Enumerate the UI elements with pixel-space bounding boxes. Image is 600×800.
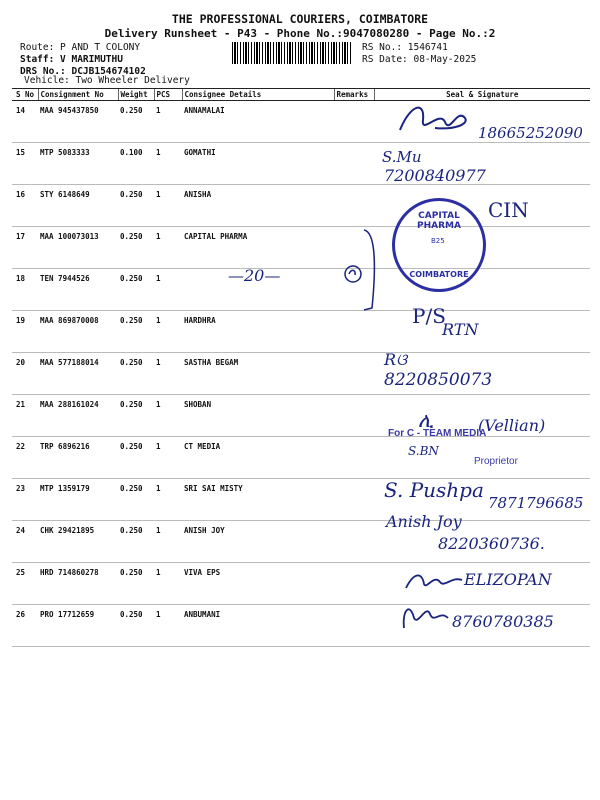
drs-label: DRS No.: DCJB154674102: [20, 66, 146, 77]
row-remarks: [334, 143, 374, 185]
row-weight: 0.250: [118, 521, 154, 563]
row-remarks: [334, 395, 374, 437]
hw-name-22: (Vellian): [478, 416, 546, 435]
signature-scribble-14: [395, 100, 475, 138]
hw-phone-20: 8220850073: [384, 370, 493, 390]
hw-phone-15: 7200840977: [384, 166, 486, 185]
row-consignee: GOMATHI: [182, 143, 334, 185]
row-weight: 0.250: [118, 185, 154, 227]
col-sno: S No: [12, 89, 38, 101]
stamp-top-text: CAPITAL PHARMA: [417, 211, 461, 231]
row-pcs: 1: [154, 395, 182, 437]
hw-ps-19: P/S: [412, 304, 446, 328]
row-consignment-no: PRO 17712659: [38, 605, 118, 647]
row-consignee: VIVA EPS: [182, 563, 334, 605]
row-sno: 15: [12, 143, 38, 185]
row-sno: 17: [12, 227, 38, 269]
row-pcs: 1: [154, 437, 182, 479]
row-consignee: CAPITAL PHARMA: [182, 227, 334, 269]
route-label: Route: P AND T COLONY: [20, 42, 141, 53]
vehicle-label: Vehicle: Two Wheeler Delivery: [24, 75, 190, 86]
row-consignee: ANISHA: [182, 185, 334, 227]
hw-phone-26: 8760780385: [452, 612, 554, 631]
row-pcs: 1: [154, 311, 182, 353]
row-sno: 22: [12, 437, 38, 479]
row-consignment-no: MAA 288161024: [38, 395, 118, 437]
hw-rtn-19: RTN: [442, 320, 479, 339]
hw-phone-23: 7871796685: [488, 494, 584, 512]
row-consignee: ANBUMANI: [182, 605, 334, 647]
row-consignment-no: MTP 1359179: [38, 479, 118, 521]
col-consignee: Consignee Details: [182, 89, 334, 101]
row-consignment-no: TEN 7944526: [38, 269, 118, 311]
row-consignment-no: MAA 945437850: [38, 101, 118, 143]
table-row: [12, 311, 590, 353]
runsheet-subtitle: Delivery Runsheet - P43 - Phone No.:9047080280 - Page No.:2: [104, 27, 496, 40]
row-weight: 0.250: [118, 353, 154, 395]
rs-number: RS No.: 1546741: [362, 42, 448, 53]
hw-name-24: Anish Joy: [386, 512, 462, 531]
seal-proprietor-22: Proprietor: [474, 456, 518, 467]
row-weight: 0.250: [118, 227, 154, 269]
row-pcs: 1: [154, 101, 182, 143]
row-sno: 23: [12, 479, 38, 521]
row-weight: 0.100: [118, 143, 154, 185]
row-consignment-no: HRD 714860278: [38, 563, 118, 605]
row-pcs: 1: [154, 143, 182, 185]
hw-sign-15: S.Mu: [382, 148, 422, 166]
row-pcs: 1: [154, 605, 182, 647]
rs-date: RS Date: 08-May-2025: [362, 54, 477, 65]
row-consignment-no: CHK 29421895: [38, 521, 118, 563]
hw-cin-16: CIN: [488, 198, 529, 222]
row-pcs: 1: [154, 479, 182, 521]
hw-dash-18: —20—: [228, 266, 281, 285]
row-weight: 0.250: [118, 563, 154, 605]
row-sno: 25: [12, 563, 38, 605]
row-consignee: ANISH JOY: [182, 521, 334, 563]
col-consignment: Consignment No: [38, 89, 118, 101]
row-sno: 14: [12, 101, 38, 143]
col-weight: Weight: [118, 89, 154, 101]
signature-scribble-25: [404, 568, 464, 598]
runsheet-table: [12, 88, 590, 647]
signature-scribble-26: [400, 600, 450, 634]
row-consignment-no: MAA 869870008: [38, 311, 118, 353]
row-pcs: 1: [154, 185, 182, 227]
table-row: [12, 227, 590, 269]
hw-phone-24: 8220360736.: [438, 534, 545, 553]
row-signature: [374, 311, 590, 353]
row-consignment-no: MAA 100073013: [38, 227, 118, 269]
row-consignment-no: MAA 577188014: [38, 353, 118, 395]
row-sno: 19: [12, 311, 38, 353]
row-weight: 0.250: [118, 605, 154, 647]
row-weight: 0.250: [118, 395, 154, 437]
row-sno: 26: [12, 605, 38, 647]
row-pcs: 1: [154, 227, 182, 269]
row-remarks: [334, 563, 374, 605]
staff-label: Staff: V MARIMUTHU: [20, 54, 123, 65]
row-consignee: ANNAMALAI: [182, 101, 334, 143]
hw-name-25: ELIZOPAN: [464, 570, 552, 589]
company-stamp: [392, 198, 486, 292]
row-pcs: 1: [154, 269, 182, 311]
table-header-row: [12, 89, 590, 101]
row-weight: 0.250: [118, 437, 154, 479]
row-remarks: [334, 605, 374, 647]
col-pcs: PCS: [154, 89, 182, 101]
row-weight: 0.250: [118, 479, 154, 521]
row-remarks: [334, 437, 374, 479]
company-title: THE PROFESSIONAL COURIERS, COIMBATORE: [171, 12, 429, 26]
bracket-mark: [360, 228, 382, 316]
row-pcs: 1: [154, 353, 182, 395]
seal-text-22: For C - TEAM MEDIA: [388, 428, 487, 439]
row-remarks: [334, 353, 374, 395]
col-remarks: Remarks: [334, 89, 374, 101]
row-sno: 18: [12, 269, 38, 311]
row-sno: 24: [12, 521, 38, 563]
row-sno: 16: [12, 185, 38, 227]
hw-initial-22: ሊ: [418, 408, 434, 432]
hw-sign-22: S.BN: [408, 444, 439, 458]
table-row: [12, 143, 590, 185]
row-remarks: [334, 185, 374, 227]
row-remarks: [334, 521, 374, 563]
row-sno: 21: [12, 395, 38, 437]
stamp-bottom-text: COIMBATORE: [409, 270, 469, 279]
row-remarks: [334, 311, 374, 353]
row-weight: 0.250: [118, 101, 154, 143]
hw-sign-23: S. Pushpa: [384, 478, 484, 502]
row-consignee: CT MEDIA: [182, 437, 334, 479]
row-consignee: SRI SAI MISTY: [182, 479, 334, 521]
stamp-code: B25: [431, 237, 445, 245]
barcode: [232, 42, 352, 64]
row-weight: 0.250: [118, 311, 154, 353]
hw-sign-20: Rଓ: [384, 350, 408, 369]
table-row: [12, 269, 590, 311]
table-row: [12, 353, 590, 395]
row-consignee: SASTHA BEGAM: [182, 353, 334, 395]
row-consignee: SHOBAN: [182, 395, 334, 437]
row-consignment-no: MTP 5083333: [38, 143, 118, 185]
row-pcs: 1: [154, 563, 182, 605]
row-remarks: [334, 479, 374, 521]
row-sno: 20: [12, 353, 38, 395]
row-weight: 0.250: [118, 269, 154, 311]
col-signature: Seal & Signature: [374, 89, 590, 101]
row-remarks: [334, 101, 374, 143]
row-consignee: HARDHRA: [182, 311, 334, 353]
row-consignment-no: STY 6148649: [38, 185, 118, 227]
hw-phone-14: 18665252090: [478, 124, 583, 142]
row-consignment-no: TRP 6896216: [38, 437, 118, 479]
row-pcs: 1: [154, 521, 182, 563]
